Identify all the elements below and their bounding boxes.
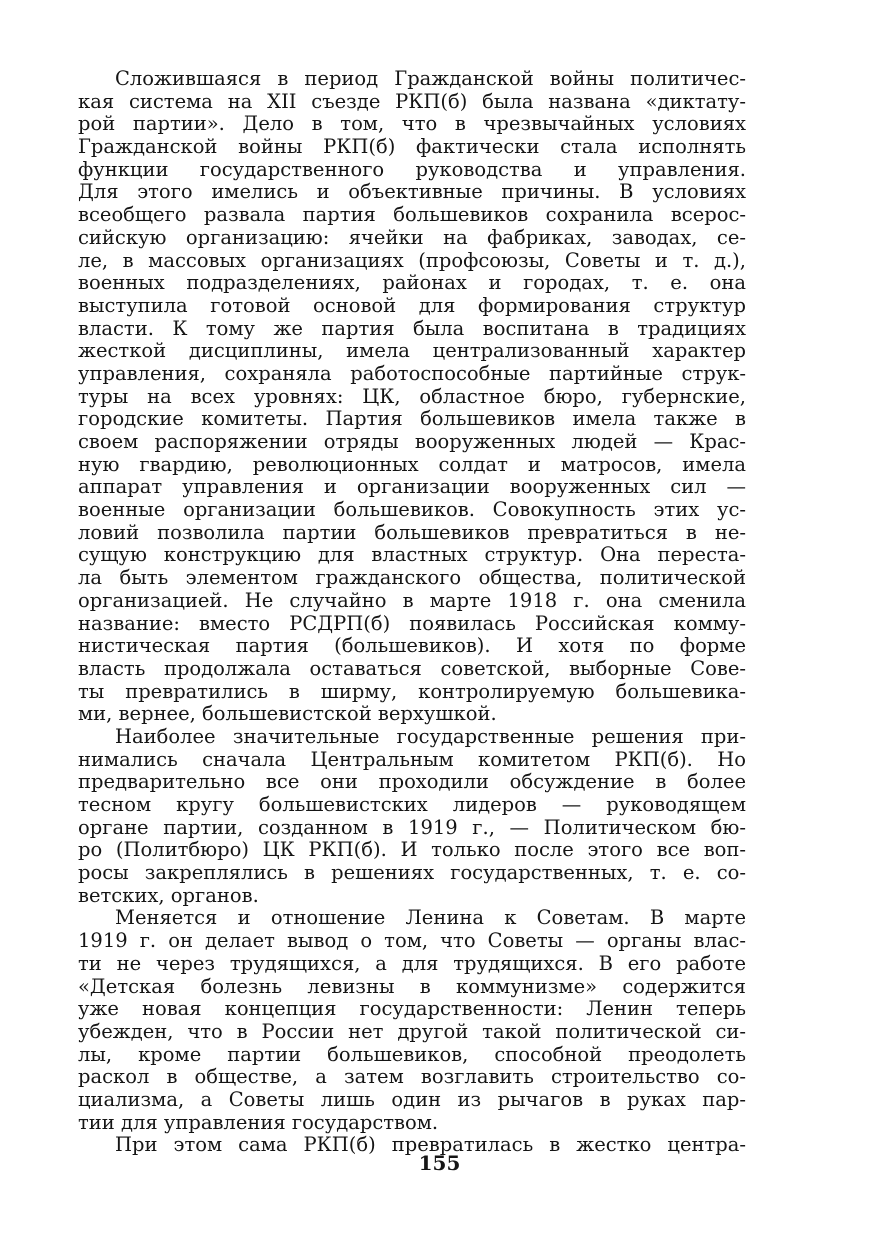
text-line: сийскую организацию: ячейки на фабриках, заводах, се- <box>78 225 746 249</box>
text-line: ветских, органов. <box>78 883 259 907</box>
page-number: 155 <box>418 1151 461 1175</box>
text-line: Для этого имелись и объективные причины. В условиях <box>78 180 746 204</box>
text-line: всеобщего развала партия большевиков сохранила всерос- <box>78 203 746 227</box>
text-line: ла быть элементом гражданского общества, политической <box>78 566 746 590</box>
text-line: тии для управления государством. <box>78 1110 439 1134</box>
text-line: жесткой дисциплины, имела централизованный характер <box>78 339 746 363</box>
text-line: лы, кроме партии большевиков, способной преодолеть <box>78 1042 746 1066</box>
text-line: функции государственного руководства и управления. <box>78 157 746 181</box>
text-line: 1919 г. он делает вывод о том, что Советы — органы влас- <box>78 929 746 953</box>
text-line: аппарат управления и организации вооруженных сил — <box>78 475 746 499</box>
text-line: ле, в массовых организациях (профсоюзы, Советы и т. д.), <box>78 248 746 272</box>
text-line: тесном кругу большевистских лидеров — руководящем <box>78 793 746 816</box>
text-line: ты превратились в ширму, контролируемую большевика- <box>78 679 746 703</box>
text-line: власти. К тому же партия была воспитана в традициях <box>78 316 746 340</box>
text-line: ловий позволила партии большевиков превратиться в не- <box>78 520 746 544</box>
text-line: ти не через трудящихся, а для трудящихся. В его работе <box>78 951 746 975</box>
text-line: убежден, что в России нет другой такой политической си- <box>78 1019 746 1043</box>
text-line: органе партии, созданном в 1919 г., — Политическом бю- <box>78 815 746 839</box>
text-line: рой партии». Дело в том, что в чрезвычайных условиях <box>78 112 746 136</box>
text-line: раскол в обществе, а затем возглавить строительство со- <box>78 1065 746 1089</box>
text-line: предварительно все они проходили обсуждение в более <box>78 770 746 794</box>
text-line: «Детская болезнь левизны в коммунизме» содержится <box>78 974 746 998</box>
text-line: нимались сначала Центральным комитетом РКП(б). Но <box>78 747 746 771</box>
text-line: ми, вернее, большевистской верхушкой. <box>78 702 497 726</box>
text-line: кая система на XII съезде РКП(б) была названа «диктату- <box>78 89 746 113</box>
text-line: своем распоряжении отряды вооруженных людей — Крас- <box>78 430 746 453</box>
text-line: Наиболее значительные государственные решения при- <box>115 724 746 748</box>
text-line: власть продолжала оставаться советской, выборные Сове- <box>78 656 746 680</box>
text-line: росы закреплялись в решениях государственных, т. е. со- <box>78 861 746 885</box>
text-line: циализма, а Советы лишь один из рычагов в руках пар- <box>78 1087 746 1111</box>
text-line: городские комитеты. Партия большевиков имела также в <box>78 407 746 431</box>
text-line: ную гвардию, революционных солдат и матросов, имела <box>78 452 746 476</box>
text-line: управления, сохраняла работоспособные партийные струк- <box>78 361 746 385</box>
text-line: сущую конструкцию для властных структур. Она переста- <box>78 543 746 567</box>
text-line: Меняется и отношение Ленина к Советам. В марте <box>115 906 746 930</box>
text-line: название: вместо РСДРП(б) появилась Российская комму- <box>78 611 746 635</box>
text-line: уже новая концепция государственности: Ленин теперь <box>78 997 746 1021</box>
text-line: При этом сама РКП(б) превратилась в жестко центра- <box>115 1133 746 1157</box>
text-line: нистическая партия (большевиков). И хотя по форме <box>78 634 746 658</box>
text-line: военных подразделениях, районах и городах, т. е. она <box>78 271 746 295</box>
text-line: Гражданской войны РКП(б) фактически стала исполнять <box>78 135 746 159</box>
text-line: выступила готовой основой для формирования структур <box>78 293 746 317</box>
text-line: ро (Политбюро) ЦК РКП(б). И только после этого все воп- <box>78 838 746 862</box>
text-line: Сложившаяся в период Гражданской войны политичес- <box>115 67 746 90</box>
text-line: туры на всех уровнях: ЦК, областное бюро, губернские, <box>78 384 746 408</box>
body-text <box>78 68 746 1157</box>
text-line: военные организации большевиков. Совокупность этих ус- <box>78 498 746 522</box>
text-line: организацией. Не случайно в марте 1918 г. она сменила <box>78 588 746 612</box>
